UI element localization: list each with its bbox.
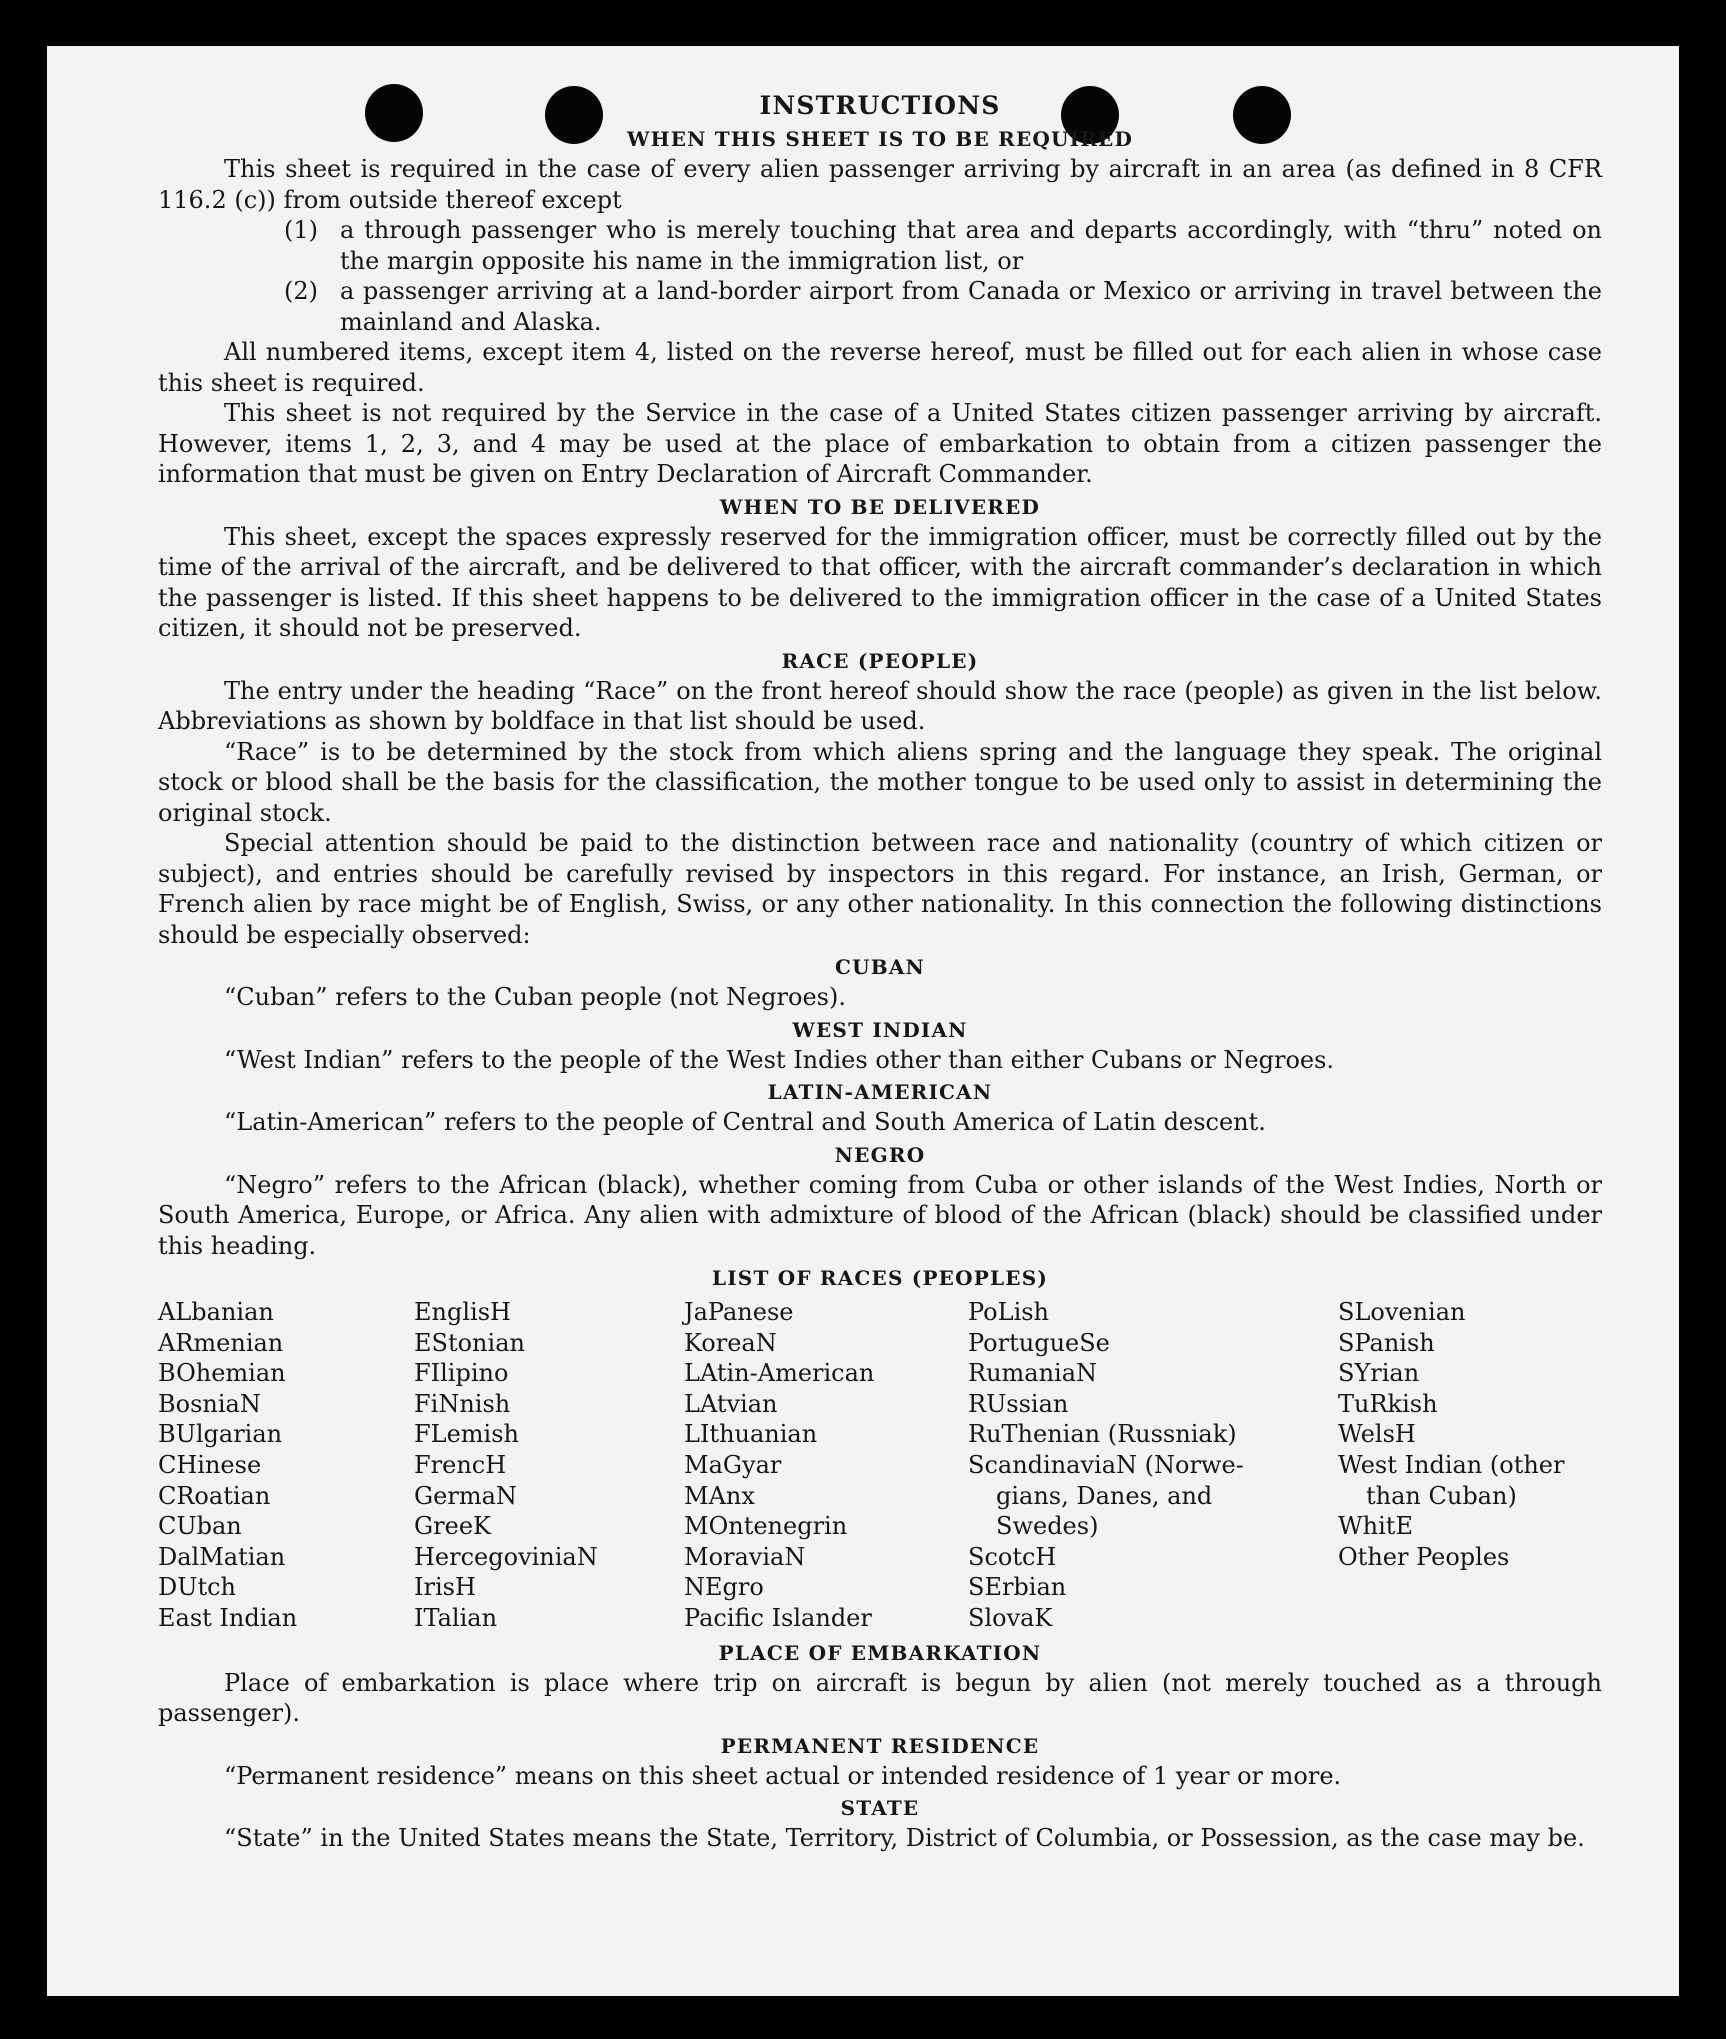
race-item: ScotcH (968, 1542, 1057, 1571)
race-list (158, 1297, 1602, 1634)
race-item: CUban (158, 1512, 242, 1541)
race-item: WelsH (1338, 1420, 1416, 1449)
race-item: PoLish (968, 1298, 1050, 1326)
race-item: IrisH (414, 1573, 476, 1602)
race-item: FLemish (414, 1420, 519, 1449)
paragraph: This sheet is required in the case of every alien passenger arriving by aircraft in an area (as defined in 8 CFR 116.2 (c)) from outside thereof except (158, 155, 1602, 214)
race-item: LAtvian (684, 1389, 778, 1418)
item-number: (2) (284, 277, 318, 305)
paragraph: This sheet is not required by the Service in the case of a United States citizen passenger arriving by aircraft. However, items 1, 2, 3, and 4 may be used at the place of embarkation to obtain from a citizen passenger the information that must be given on Entry Declaration of Aircraft Commander. (158, 399, 1602, 488)
race-item: EStonian (414, 1328, 525, 1357)
exception-item (158, 215, 1602, 276)
race-item: RumaniaN (968, 1359, 1098, 1388)
race-item: CRoatian (158, 1481, 271, 1510)
race-item: than Cuban) (1366, 1481, 1517, 1510)
race-item: ITalian (414, 1603, 498, 1632)
paragraph: “Negro” refers to the African (black), whether coming from Cuba or other islands of the West Indies, North or South America, Europe, or Africa. Any alien with admixture of blood of the African (black) should be classified under this heading. (158, 1170, 1602, 1260)
race-item: MoraviaN (684, 1542, 806, 1571)
race-item: West Indian (other (1338, 1450, 1565, 1479)
race-item: East Indian (158, 1603, 298, 1632)
race-item: MOntenegrin (684, 1512, 848, 1541)
race-item: MaGyar (684, 1450, 782, 1479)
item-text: a passenger arriving at a land-border airport from Canada or Mexico or arriving in travel between the mainland and Alaska. (340, 277, 1602, 336)
paragraph: Special attention should be paid to the distinction between race and nationality (country of which citizen or subject), and entries should be carefully revised by inspectors in this regard. For instance, an Irish, German, or French alien by race might be of English, Swiss, or any other nationality. In this connection the following distinctions should be especially observed: (158, 829, 1602, 949)
race-column (1338, 1297, 1602, 1634)
race-item: GreeK (414, 1512, 491, 1541)
race-item: Pacific Islander (684, 1603, 872, 1632)
section-heading: PERMANENT RESIDENCE (720, 1733, 1040, 1758)
race-item: ScandinaviaN (Norwe- (968, 1450, 1244, 1479)
race-column (684, 1297, 968, 1634)
race-item: RuThenian (Russniak) (968, 1420, 1237, 1449)
race-column (968, 1297, 1338, 1634)
section-heading: PLACE OF EMBARKATION (718, 1640, 1042, 1665)
race-item: WhitE (1338, 1512, 1413, 1541)
section-heading: LATIN-AMERICAN (767, 1080, 993, 1104)
race-item: JaPanese (684, 1298, 794, 1326)
race-item: BosniaN (158, 1389, 261, 1418)
race-column (414, 1297, 684, 1634)
race-item: BOhemian (158, 1359, 286, 1388)
section-heading: WEST INDIAN (792, 1017, 968, 1042)
paragraph: “Latin-American” refers to the people of Central and South America of Latin descent. (224, 1108, 1266, 1136)
race-item: SLovenian (1338, 1298, 1466, 1326)
paragraph: All numbered items, except item 4, listed on the reverse hereof, must be filled out for each alien in whose case this sheet is required. (158, 338, 1602, 397)
race-item: ALbanian (158, 1298, 274, 1326)
race-item: Other Peoples (1338, 1542, 1510, 1571)
race-item: LIthuanian (684, 1420, 818, 1449)
race-item: CHinese (158, 1450, 262, 1479)
paragraph: The entry under the heading “Race” on the front hereof should show the race (people) as given in the list below. Abbreviations as shown by boldface in that list should be used. (158, 676, 1602, 735)
section-heading: WHEN THIS SHEET IS TO BE REQUIRED (626, 127, 1134, 151)
section-heading: WHEN TO BE DELIVERED (719, 494, 1041, 519)
race-item: TuRkish (1338, 1389, 1438, 1418)
instructions-body (158, 88, 1602, 1854)
paragraph: “Race” is to be determined by the stock from which aliens spring and the language they speak. The original stock or blood shall be the basis for the classification, the mother tongue to be used only to assist in determining the original stock. (158, 737, 1602, 827)
race-item: MAnx (684, 1481, 755, 1510)
race-item: PortugueSe (968, 1328, 1110, 1357)
item-number: (1) (284, 216, 318, 244)
section-heading: LIST OF RACES (PEOPLES) (711, 1266, 1049, 1290)
race-item: NEgro (684, 1573, 764, 1602)
exception-item (158, 276, 1602, 337)
race-item: Swedes) (996, 1512, 1099, 1541)
paragraph: This sheet, except the spaces expressly reserved for the immigration officer, must be correctly filled out by the time of the arrival of the aircraft, and be delivered to that officer, with the aircraft commander’s declaration in which the passenger is listed. If this sheet happens to be delivered to the immigration officer in the case of a United States citizen, it should not be preserved. (158, 522, 1602, 642)
race-item: SlovaK (968, 1603, 1053, 1632)
section-heading: STATE (840, 1796, 920, 1821)
paragraph: “Cuban” refers to the Cuban people (not Negroes). (224, 983, 846, 1011)
race-item: DUtch (158, 1573, 237, 1602)
race-item: DalMatian (158, 1542, 286, 1571)
race-item: FrencH (414, 1450, 507, 1479)
race-item: SPanish (1338, 1328, 1435, 1357)
race-item: HercegoviniaN (414, 1542, 598, 1571)
race-item: SYrian (1338, 1359, 1420, 1388)
race-item: FiNnish (414, 1389, 511, 1418)
race-item: SErbian (968, 1573, 1067, 1602)
section-heading: CUBAN (834, 955, 926, 979)
paragraph: “State” in the United States means the State, Territory, District of Columbia, or Possession, as the case may be. (224, 1824, 1585, 1853)
race-column (158, 1297, 414, 1634)
race-item: gians, Danes, and (996, 1481, 1213, 1510)
paragraph: “West Indian” refers to the people of the West Indies other than either Cubans or Negroes. (224, 1045, 1335, 1074)
race-item: KoreaN (684, 1328, 777, 1357)
race-item: RUssian (968, 1389, 1069, 1418)
item-text: a through passenger who is merely touching that area and departs accordingly, with “thru” noted on the margin opposite his name in the immigration list, or (340, 216, 1602, 275)
paragraph: “Permanent residence” means on this sheet actual or intended residence of 1 year or more. (224, 1761, 1342, 1790)
race-item: EnglisH (414, 1298, 511, 1326)
page-title: INSTRUCTIONS (759, 91, 1001, 120)
section-heading: NEGRO (834, 1142, 926, 1167)
section-heading: RACE (PEOPLE) (781, 648, 979, 673)
paragraph: Place of embarkation is place where trip on aircraft is begun by alien (not merely touched as a through passenger). (158, 1668, 1602, 1728)
race-item: FIlipino (414, 1359, 509, 1388)
race-item: GermaN (414, 1481, 517, 1510)
race-item: ARmenian (158, 1328, 284, 1357)
race-item: BUlgarian (158, 1420, 283, 1449)
race-item: LAtin-American (684, 1359, 875, 1388)
